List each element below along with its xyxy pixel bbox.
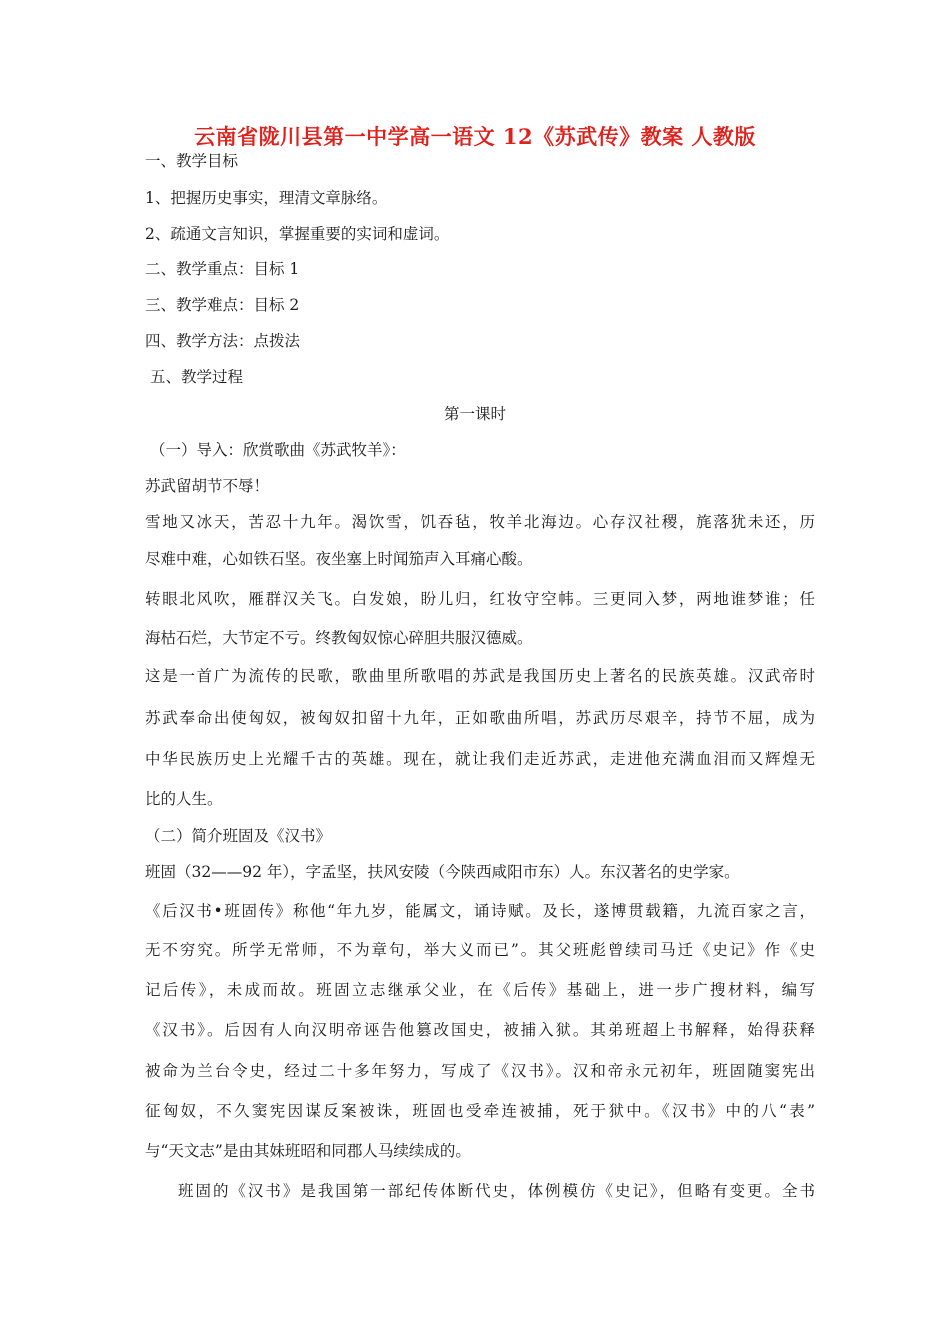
song-line-2: 雪地又冰天，苦忍十九年。渴饮雪，饥吞毡，牧羊北海边。心存汉社稷，旄落犹未还，历 bbox=[145, 513, 815, 531]
heading-difficulty: 三、教学难点：目标 2 bbox=[145, 296, 300, 314]
subheading-bangu: （二）简介班固及《汉书》 bbox=[145, 827, 332, 845]
objective-2: 2、疏通文言知识，掌握重要的实词和虚词。 bbox=[145, 225, 450, 243]
bangu-para-line-7: 征匈奴，不久窦宪因谋反案被诛，班固也受牵连被捕，死于狱中。《汉书》中的八“表” bbox=[145, 1102, 815, 1120]
section-lesson-1: 第一课时 bbox=[443, 405, 506, 423]
intro-para-line-4: 比的人生。 bbox=[145, 790, 223, 808]
document-title: 云南省陇川县第一中学高一语文 12《苏武传》教案 人教版 bbox=[194, 124, 756, 149]
intro-para-line-3: 中华民族历史上光耀千古的英雄。现在，就让我们走近苏武，走进他充满血泪而又辉煌无 bbox=[145, 750, 815, 768]
hanshu-para-line-1: 班固的《汉书》是我国第一部纪传体断代史，体例模仿《史记》，但略有变更。全书 bbox=[178, 1182, 815, 1200]
song-line-5: 海枯石烂，大节定不亏。终教匈奴惊心碎胆共服汉德威。 bbox=[145, 629, 533, 647]
bangu-para-line-8: 与“天文志”是由其妹班昭和同郡人马续续成的。 bbox=[145, 1142, 471, 1160]
song-line-3: 尽难中难，心如铁石坚。夜坐塞上时闻笳声入耳痛心酸。 bbox=[145, 550, 533, 568]
song-line-1: 苏武留胡节不辱！ bbox=[145, 477, 270, 495]
bangu-para-line-5: 《汉书》。后因有人向汉明帝诬告他篡改国史，被捕入狱。其弟班超上书解释，始得获释 bbox=[145, 1021, 815, 1039]
bangu-para-line-1: 班固（32——92 年），字孟坚，扶风安陵（今陕西咸阳市东）人。东汉著名的史学家。 bbox=[145, 863, 740, 881]
objective-1: 1、把握历史事实，理清文章脉络。 bbox=[145, 189, 388, 207]
bangu-para-line-3: 无不穷究。所学无常师，不为章句，举大义而已”。其父班彪曾续司马迁《史记》作《史 bbox=[145, 941, 815, 959]
subheading-intro: （一）导入：欣赏歌曲《苏武牧羊》： bbox=[150, 441, 406, 459]
bangu-para-line-4: 记后传》，未成而故。班固立志继承父业，在《后传》基础上，进一步广搜材料，编写 bbox=[145, 981, 815, 999]
bangu-para-line-6: 被命为兰台令史，经过二十多年努力，写成了《汉书》。汉和帝永元初年，班固随窦宪出 bbox=[145, 1062, 815, 1080]
heading-process: 五、教学过程 bbox=[150, 368, 244, 386]
heading-method: 四、教学方法：点拨法 bbox=[145, 332, 301, 350]
song-line-4: 转眼北风吹，雁群汉关飞。白发娘，盼儿归，红妆守空帏。三更同入梦，两地谁梦谁；任 bbox=[145, 590, 815, 608]
heading-key-point: 二、教学重点：目标 1 bbox=[145, 260, 300, 278]
heading-objectives: 一、教学目标 bbox=[145, 152, 239, 170]
intro-para-line-2: 苏武奉命出使匈奴，被匈奴扣留十九年，正如歌曲所唱，苏武历尽艰辛，持节不屈，成为 bbox=[145, 709, 815, 727]
intro-para-line-1: 这是一首广为流传的民歌，歌曲里所歌唱的苏武是我国历史上著名的民族英雄。汉武帝时 bbox=[145, 667, 815, 685]
bangu-para-line-2: 《后汉书•班固传》称他“年九岁，能属文，诵诗赋。及长，遂博贯载籍，九流百家之言， bbox=[145, 902, 815, 920]
